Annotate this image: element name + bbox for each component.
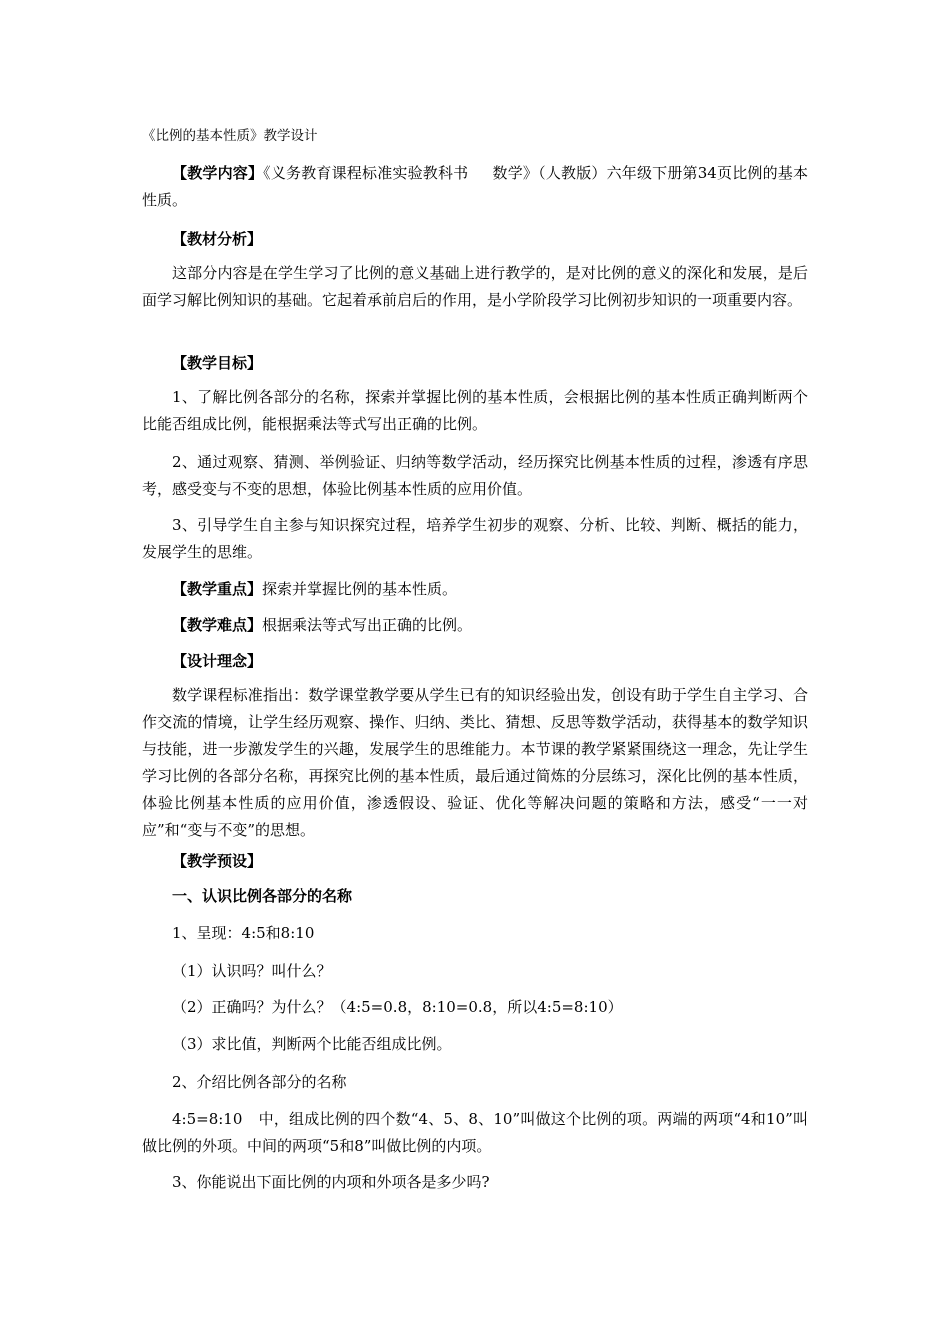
section1-title: 一、认识比例各部分的名称 — [172, 887, 353, 905]
teaching-content-label: 【教学内容】 — [172, 164, 264, 182]
goal-item-1: 1、了解比例各部分的名称，探索并掌握比例的基本性质，会根据比例的基本性质正确判断两个比能否组成比例，能根据乘法等式写出正确的比例。 — [142, 388, 808, 433]
difficulty-text: 根据乘法等式写出正确的比例。 — [262, 616, 473, 634]
analysis-heading: 【教材分析】 — [172, 230, 263, 248]
key-point-label: 【教学重点】 — [172, 580, 263, 598]
concept-heading: 【设计理念】 — [172, 652, 263, 670]
goal-item-2: 2、通过观察、猜测、举例验证、归纳等数学活动，经历探究比例基本性质的过程，渗透有序思考，感受变与不变的思想，体验比例基本性质的应用价值。 — [142, 453, 808, 498]
difficulty-label: 【教学难点】 — [172, 616, 263, 634]
document-title: 《比例的基本性质》教学设计 — [142, 128, 318, 144]
step-2-text — [142, 1106, 808, 1160]
goals-heading: 【教学目标】 — [172, 354, 263, 372]
question-3: （3）求比值，判断两个比能否组成比例。 — [172, 1035, 452, 1053]
preset-heading: 【教学预设】 — [172, 852, 263, 870]
key-point-text: 探索并掌握比例的基本性质。 — [262, 580, 458, 598]
teaching-content-paragraph — [142, 160, 808, 214]
question-2: （2）正确吗？为什么？（4:5=0.8，8:10=0.8，所以4:5=8:10） — [172, 998, 623, 1016]
step-1: 1、呈现：4:5和8:10 — [172, 924, 315, 942]
concept-text: 数学课程标准指出：数学课堂教学要从学生已有的知识经验出发，创设有助于学生自主学习、合作交流的情境，让学生经历观察、操作、归纳、类比、猜想、反思等数学活动，获得基本的数学知识与技能，进一步激发学生的兴趣，发展学生的思维能力。本节课的教学紧紧围绕这一理念，先让学生学习比例的各部分名称，再探究比例的基本性质，最后通过简炼的分层练习，深化比例的基本性质，体验比例基本性质的应用价值，渗透假设、验证、优化等解决问题的策略和方法，感受“一一对应”和“变与不变”的思想。 — [142, 686, 808, 839]
key-point-paragraph — [142, 576, 808, 603]
analysis-text: 这部分内容是在学生学习了比例的意义基础上进行教学的，是对比例的意义的深化和发展，是后面学习解比例知识的基础。它起着承前启后的作用，是小学阶段学习比例初步知识的一项重要内容。 — [142, 264, 808, 309]
goal-item-3: 3、引导学生自主参与知识探究过程，培养学生初步的观察、分析、比较、判断、概括的能力，发展学生的思维。 — [142, 516, 808, 561]
step-2-text-b: 中，组成比例的四个数“4、5、8、10”叫做这个比例的项。两端的两项“4和10”叫做比例的外项。中间的两项“5和8”叫做比例的内项。 — [142, 1110, 808, 1155]
difficulty-paragraph — [142, 612, 808, 639]
step-3: 3、你能说出下面比例的内项和外项各是多少吗? — [172, 1173, 490, 1191]
step-2-text-a: 4:5=8:10 — [172, 1110, 243, 1128]
step-2: 2、介绍比例各部分的名称 — [172, 1073, 347, 1091]
teaching-content-text-a: 《义务教育课程标准实验教科书 — [263, 164, 469, 182]
teaching-content-text-b: 数学》（人教版）六年级下册第34页比例的基本性质。 — [142, 164, 808, 209]
question-1: （1）认识吗？叫什么？ — [172, 962, 332, 980]
